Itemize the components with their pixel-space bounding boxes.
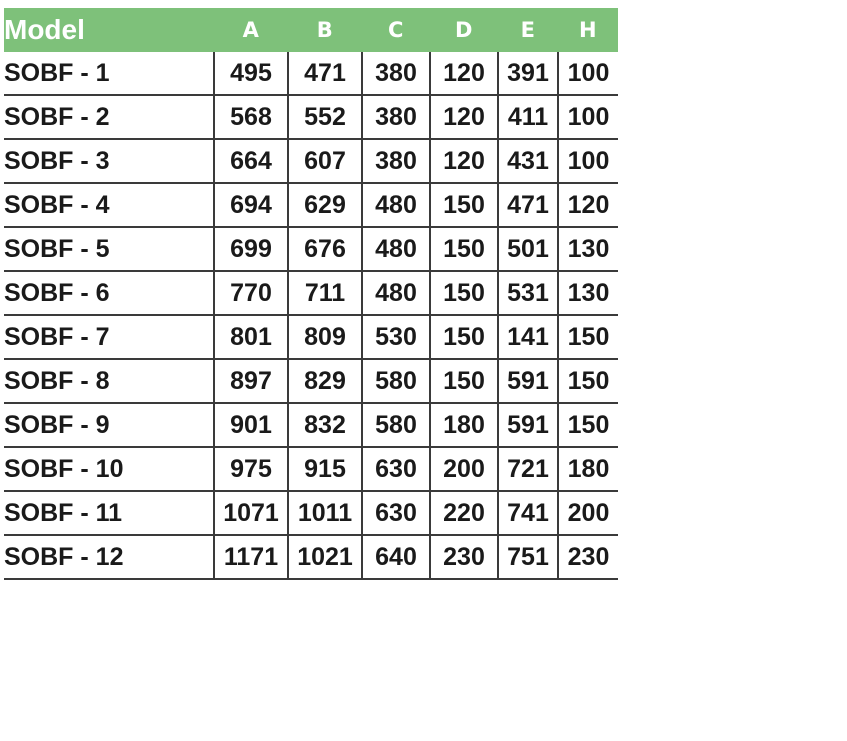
cell-h: 150 — [558, 403, 618, 447]
cell-h: 100 — [558, 52, 618, 95]
table-row — [4, 403, 618, 447]
column-header-e: E — [520, 18, 536, 42]
cell-b: 1021 — [288, 535, 362, 579]
cell-b: 711 — [288, 271, 362, 315]
cell-a: 1171 — [214, 535, 288, 579]
cell-e: 591 — [498, 359, 558, 403]
cell-model: SOBF - 11 — [4, 491, 214, 535]
cell-model: SOBF - 7 — [4, 315, 214, 359]
cell-h: 180 — [558, 447, 618, 491]
column-header-b: B — [316, 18, 334, 42]
cell-c: 480 — [362, 227, 430, 271]
table-row — [4, 535, 618, 579]
cell-model: SOBF - 5 — [4, 227, 214, 271]
cell-a: 568 — [214, 95, 288, 139]
cell-e: 741 — [498, 491, 558, 535]
table-row — [4, 315, 618, 359]
cell-h: 100 — [558, 139, 618, 183]
table-row — [4, 139, 618, 183]
table-row — [4, 271, 618, 315]
cell-model: SOBF - 9 — [4, 403, 214, 447]
table-row — [4, 447, 618, 491]
cell-a: 664 — [214, 139, 288, 183]
cell-c: 380 — [362, 52, 430, 95]
cell-b: 832 — [288, 403, 362, 447]
cell-model: SOBF - 1 — [4, 52, 214, 95]
table-row — [4, 95, 618, 139]
table-row — [4, 227, 618, 271]
cell-model: SOBF - 8 — [4, 359, 214, 403]
cell-h: 150 — [558, 359, 618, 403]
cell-c: 630 — [362, 447, 430, 491]
cell-a: 694 — [214, 183, 288, 227]
cell-a: 699 — [214, 227, 288, 271]
table-row — [4, 52, 618, 95]
cell-c: 380 — [362, 95, 430, 139]
table-row — [4, 183, 618, 227]
cell-model: SOBF - 6 — [4, 271, 214, 315]
cell-b: 552 — [288, 95, 362, 139]
cell-b: 915 — [288, 447, 362, 491]
cell-e: 501 — [498, 227, 558, 271]
cell-b: 829 — [288, 359, 362, 403]
table-row — [4, 491, 618, 535]
cell-d: 200 — [430, 447, 498, 491]
cell-e: 431 — [498, 139, 558, 183]
cell-e: 721 — [498, 447, 558, 491]
cell-h: 120 — [558, 183, 618, 227]
cell-a: 770 — [214, 271, 288, 315]
cell-model: SOBF - 3 — [4, 139, 214, 183]
cell-model: SOBF - 4 — [4, 183, 214, 227]
cell-c: 530 — [362, 315, 430, 359]
table-body — [4, 52, 618, 579]
cell-d: 180 — [430, 403, 498, 447]
column-header-h: H — [578, 18, 598, 42]
cell-b: 607 — [288, 139, 362, 183]
column-header-d: D — [455, 18, 473, 42]
cell-d: 150 — [430, 271, 498, 315]
cell-c: 480 — [362, 183, 430, 227]
cell-e: 391 — [498, 52, 558, 95]
cell-model: SOBF - 10 — [4, 447, 214, 491]
cell-d: 150 — [430, 227, 498, 271]
cell-e: 531 — [498, 271, 558, 315]
cell-h: 130 — [558, 271, 618, 315]
table-header — [4, 8, 618, 52]
cell-d: 120 — [430, 95, 498, 139]
cell-d: 220 — [430, 491, 498, 535]
column-header-c: C — [388, 18, 404, 42]
cell-e: 411 — [498, 95, 558, 139]
cell-b: 1011 — [288, 491, 362, 535]
table-header-row — [4, 8, 618, 52]
cell-h: 230 — [558, 535, 618, 579]
cell-h: 130 — [558, 227, 618, 271]
cell-c: 580 — [362, 359, 430, 403]
cell-b: 676 — [288, 227, 362, 271]
cell-d: 150 — [430, 183, 498, 227]
cell-d: 150 — [430, 359, 498, 403]
cell-a: 495 — [214, 52, 288, 95]
cell-b: 809 — [288, 315, 362, 359]
cell-e: 141 — [498, 315, 558, 359]
cell-d: 120 — [430, 52, 498, 95]
cell-e: 471 — [498, 183, 558, 227]
specification-sheet — [0, 8, 847, 741]
cell-a: 901 — [214, 403, 288, 447]
model-dimensions-table — [4, 8, 618, 580]
cell-d: 230 — [430, 535, 498, 579]
table-row — [4, 359, 618, 403]
cell-b: 629 — [288, 183, 362, 227]
cell-model: SOBF - 12 — [4, 535, 214, 579]
cell-h: 100 — [558, 95, 618, 139]
cell-d: 120 — [430, 139, 498, 183]
cell-c: 580 — [362, 403, 430, 447]
cell-a: 801 — [214, 315, 288, 359]
cell-a: 975 — [214, 447, 288, 491]
cell-e: 591 — [498, 403, 558, 447]
cell-e: 751 — [498, 535, 558, 579]
cell-b: 471 — [288, 52, 362, 95]
cell-c: 630 — [362, 491, 430, 535]
column-header-a: A — [242, 18, 260, 42]
cell-c: 380 — [362, 139, 430, 183]
cell-c: 640 — [362, 535, 430, 579]
cell-a: 1071 — [214, 491, 288, 535]
cell-h: 200 — [558, 491, 618, 535]
cell-c: 480 — [362, 271, 430, 315]
cell-a: 897 — [214, 359, 288, 403]
cell-d: 150 — [430, 315, 498, 359]
column-header-model: Model — [4, 14, 85, 45]
cell-h: 150 — [558, 315, 618, 359]
cell-model: SOBF - 2 — [4, 95, 214, 139]
